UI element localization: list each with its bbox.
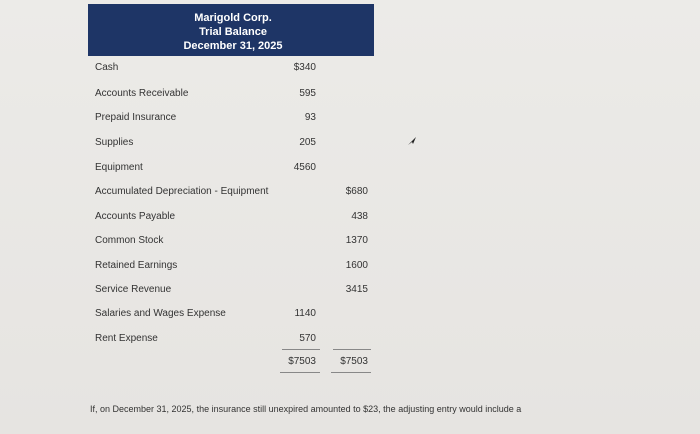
account-row-accumulated-depreciation xyxy=(0,184,700,202)
trial-balance-header xyxy=(88,4,374,56)
company-name: Marigold Corp. xyxy=(194,12,272,24)
account-row-retained-earnings xyxy=(0,258,700,276)
account-row-salaries-and-wages-expense xyxy=(0,306,700,324)
debit-value: 570 xyxy=(299,333,316,344)
totals-row xyxy=(0,354,700,372)
account-row-equipment xyxy=(0,160,700,178)
account-label: Common Stock xyxy=(95,235,164,246)
statement-date: December 31, 2025 xyxy=(183,40,283,52)
credit-total-underline xyxy=(331,372,371,373)
statement-title: Trial Balance xyxy=(199,26,267,38)
account-label: Cash xyxy=(95,62,119,73)
account-label: Accounts Receivable xyxy=(95,88,189,99)
account-label: Accumulated Depreciation - Equipment xyxy=(95,186,269,197)
account-label: Salaries and Wages Expense xyxy=(95,308,226,319)
debit-value: 4560 xyxy=(293,162,316,173)
account-row-cash xyxy=(0,60,700,78)
account-row-rent-expense xyxy=(0,331,700,349)
account-row-supplies xyxy=(0,135,700,153)
account-row-service-revenue xyxy=(0,282,700,300)
account-label: Equipment xyxy=(95,162,143,173)
debit-subtotal-rule xyxy=(282,349,320,350)
debit-value: 93 xyxy=(304,112,316,123)
cursor-icon xyxy=(407,136,417,146)
account-row-prepaid-insurance xyxy=(0,110,700,128)
account-label: Prepaid Insurance xyxy=(95,112,177,123)
debit-value: 595 xyxy=(299,88,316,99)
account-label: Supplies xyxy=(95,137,134,148)
total-debit-value: $7503 xyxy=(288,356,316,367)
credit-subtotal-rule xyxy=(333,349,371,350)
account-label: Rent Expense xyxy=(95,333,158,344)
credit-value: $680 xyxy=(345,186,368,197)
account-label: Accounts Payable xyxy=(95,211,176,222)
credit-value: 1370 xyxy=(345,235,368,246)
account-label: Service Revenue xyxy=(95,284,172,295)
account-row-accounts-receivable xyxy=(0,86,700,104)
account-row-common-stock xyxy=(0,233,700,251)
credit-value: 1600 xyxy=(345,260,368,271)
debit-value: 1140 xyxy=(294,308,316,319)
total-credit-value: $7503 xyxy=(340,356,368,367)
question-text: If, on December 31, 2025, the insurance still unexpired amounted to $23, the adjusting entry would include a xyxy=(90,404,522,414)
debit-value: 205 xyxy=(299,137,316,148)
debit-value: $340 xyxy=(293,62,316,73)
credit-value: 3415 xyxy=(345,284,368,295)
account-row-accounts-payable xyxy=(0,209,700,227)
credit-value: 438 xyxy=(351,211,368,222)
debit-total-underline xyxy=(280,372,320,373)
account-label: Retained Earnings xyxy=(95,260,178,271)
